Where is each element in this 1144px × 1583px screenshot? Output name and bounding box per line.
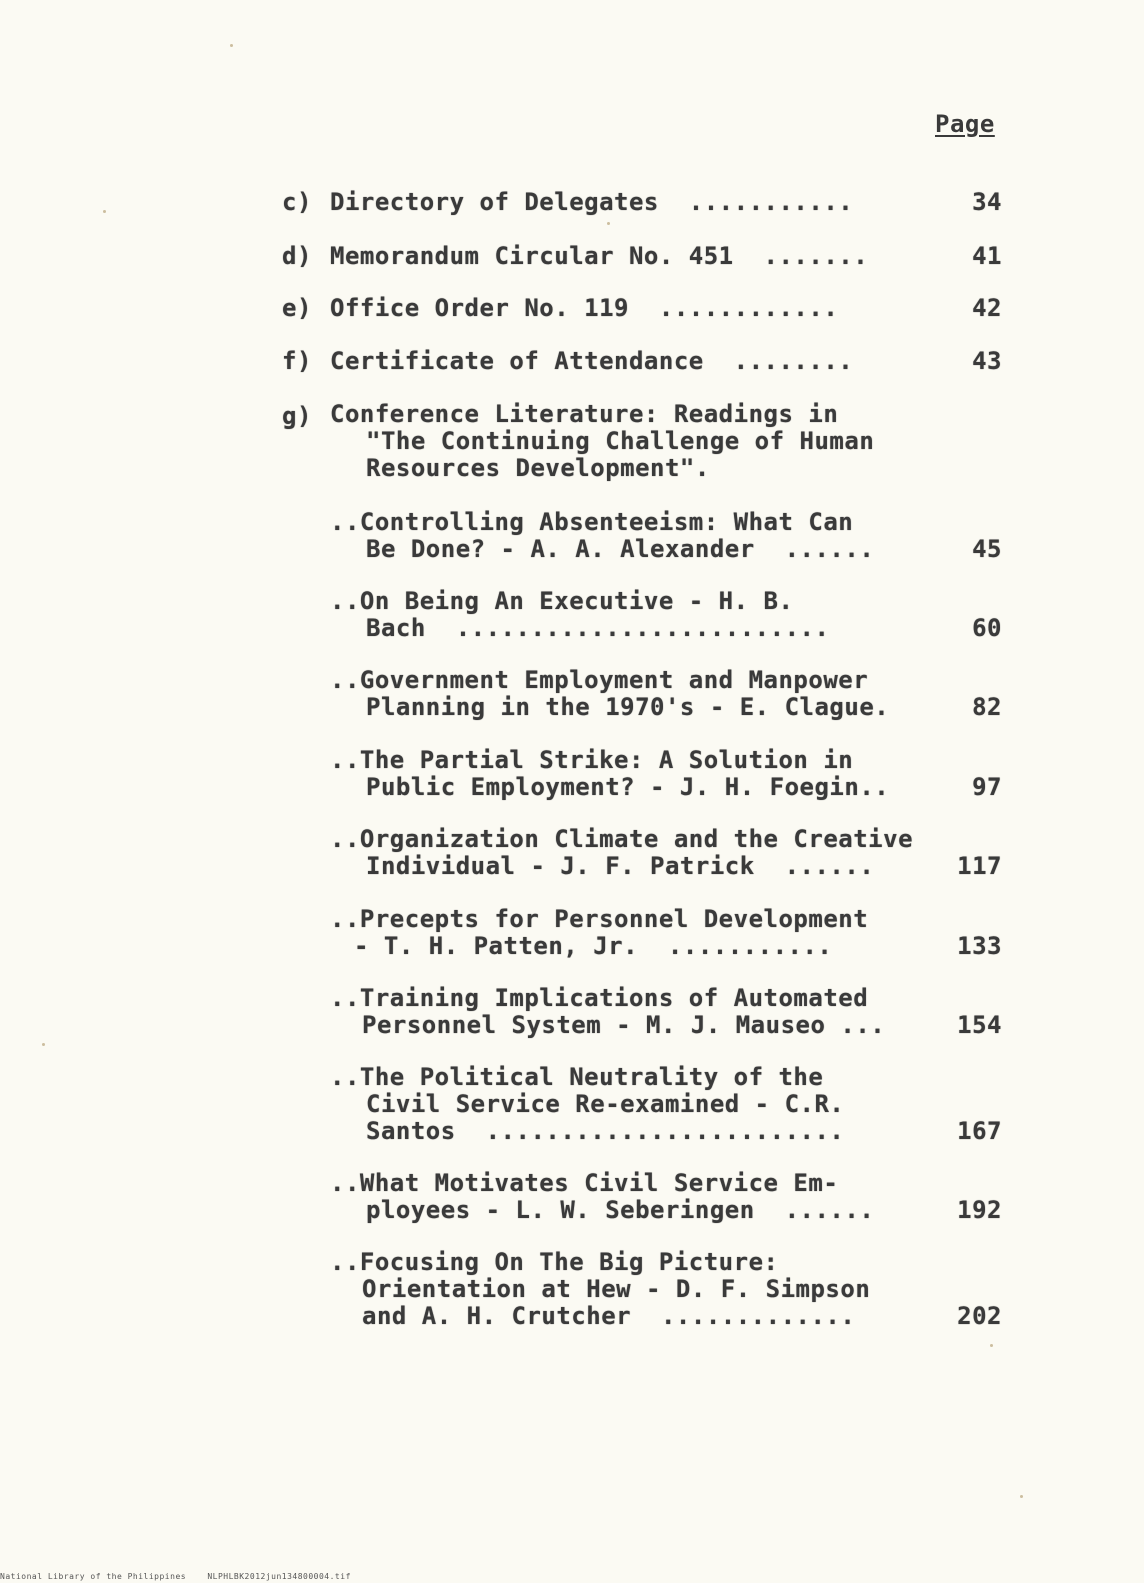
reading-page-number: 117 (957, 852, 1002, 880)
item-title: Office Order No. 119 ............ (330, 294, 839, 322)
reading-title-line: ..Focusing On The Big Picture: (330, 1248, 779, 1276)
reading-title-line: Bach ......................... (366, 614, 830, 642)
reading-title-line: Orientation at Hew - D. F. Simpson (362, 1275, 871, 1303)
reading-page-number: 192 (957, 1196, 1002, 1224)
reading-page-number: 167 (957, 1117, 1002, 1145)
page-column-heading: Page (935, 110, 995, 138)
reading-title-line: Individual - J. F. Patrick ...... (366, 852, 875, 880)
reading-title-line: Personnel System - M. J. Mauseo ... (362, 1011, 886, 1039)
item-page-number: 42 (972, 294, 1002, 322)
reading-page-number: 97 (972, 773, 1002, 801)
item-letter: c) (282, 188, 312, 216)
item-title: Memorandum Circular No. 451 ....... (330, 242, 869, 270)
reading-page-number: 133 (957, 932, 1002, 960)
item-letter: g) (282, 402, 312, 430)
paper-speck (103, 210, 106, 213)
paper-speck (607, 222, 610, 225)
item-letter: d) (282, 242, 312, 270)
reading-title-line: Planning in the 1970's - E. Clague. (366, 693, 890, 721)
reading-title-line: ..Training Implications of Automated (330, 984, 869, 1012)
reading-page-number: 45 (972, 535, 1002, 563)
item-title: Directory of Delegates ........... (330, 188, 854, 216)
item-title: Certificate of Attendance ........ (330, 347, 854, 375)
item-page-number: 43 (972, 347, 1002, 375)
item-page-number: 41 (972, 242, 1002, 270)
reading-page-number: 82 (972, 693, 1002, 721)
reading-title-line: ..The Partial Strike: A Solution in (330, 746, 854, 774)
reading-title-line: and A. H. Crutcher ............. (362, 1302, 856, 1330)
reading-page-number: 202 (957, 1302, 1002, 1330)
paper-speck (230, 44, 233, 47)
item-title-line: Conference Literature: Readings in (330, 400, 839, 428)
reading-title-line: ..What Motivates Civil Service Em- (330, 1169, 839, 1197)
paper-speck (1020, 1495, 1023, 1498)
reading-title-line: Santos ........................ (366, 1117, 845, 1145)
reading-title-line: Public Employment? - J. H. Foegin.. (366, 773, 890, 801)
reading-page-number: 60 (972, 614, 1002, 642)
reading-title-line: Be Done? - A. A. Alexander ...... (366, 535, 875, 563)
reading-title-line: ..The Political Neutrality of the (330, 1063, 824, 1091)
reading-page-number: 154 (957, 1011, 1002, 1039)
reading-title-line: ployees - L. W. Seberingen ...... (366, 1196, 875, 1224)
item-page-number: 34 (972, 188, 1002, 216)
scan-footer-caption: National Library of the Philippines NLPHLBK2012jun134800004.tif (0, 1572, 351, 1581)
reading-title-line: ..Government Employment and Manpower (330, 666, 869, 694)
paper-speck (990, 1344, 993, 1347)
reading-title-line: Civil Service Re-examined - C.R. (366, 1090, 845, 1118)
reading-title-line: ..Organization Climate and the Creative (330, 825, 914, 853)
reading-title-line: - T. H. Patten, Jr. ........... (354, 932, 833, 960)
item-title-line: "The Continuing Challenge of Human (366, 427, 875, 455)
reading-title-line: ..Controlling Absenteeism: What Can (330, 508, 854, 536)
item-title-line: Resources Development". (366, 454, 710, 482)
item-letter: f) (282, 347, 312, 375)
item-letter: e) (282, 294, 312, 322)
reading-title-line: ..On Being An Executive - H. B. (330, 587, 794, 615)
reading-title-line: ..Precepts for Personnel Development (330, 905, 869, 933)
paper-speck (42, 1043, 45, 1046)
